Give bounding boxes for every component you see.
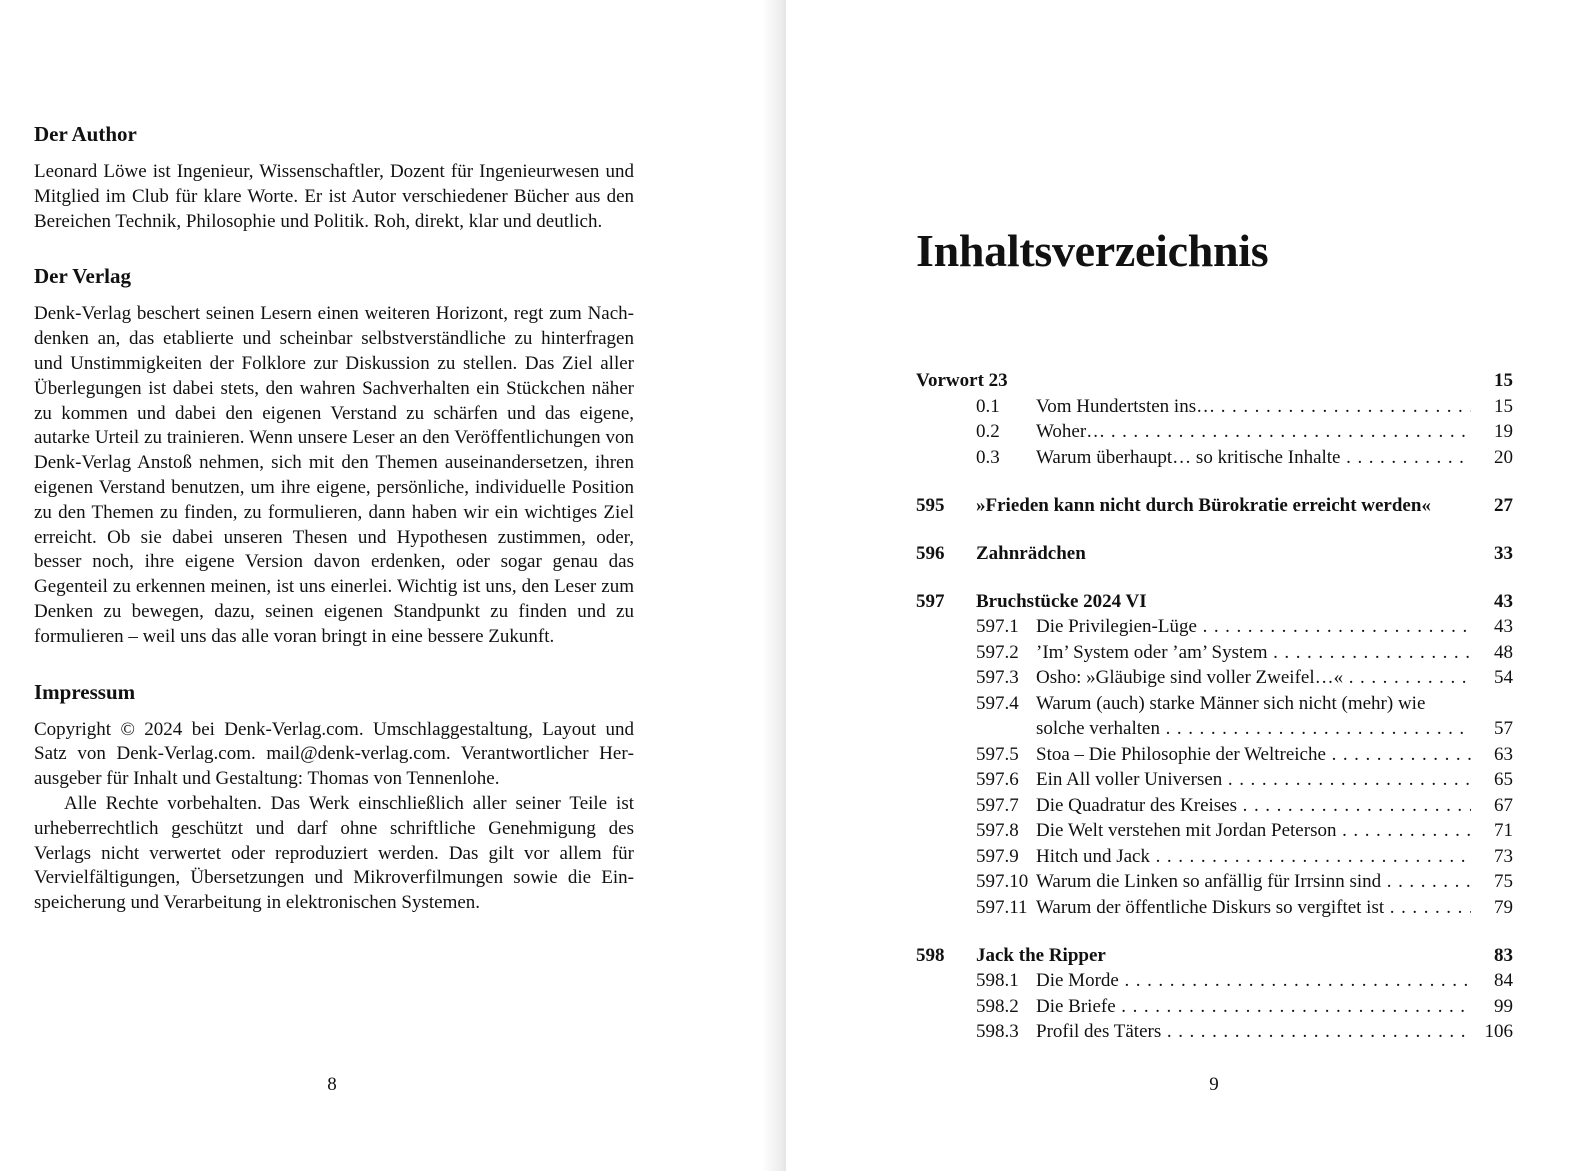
toc-chapter-598[interactable] <box>916 943 1513 969</box>
toc-subsection-597-6[interactable] <box>916 767 1513 793</box>
toc-subsection-title: Warum der öffentliche Diskurs so vergiftet ist . . . <box>1036 895 1471 921</box>
publisher-section <box>34 262 634 649</box>
toc-chapter-number: 598 <box>916 944 945 966</box>
imprint-section <box>34 678 634 916</box>
toc-subsection-title: Die Morde . . . <box>1036 968 1471 994</box>
toc-subsection-597-8[interactable] <box>916 818 1513 844</box>
toc-subsection-page: 67 <box>1494 794 1513 816</box>
toc-subsection-number: 597.8 <box>976 820 1019 841</box>
toc-subsection-0-1[interactable] <box>916 394 1513 420</box>
toc-subsection-597-10[interactable] <box>916 869 1513 895</box>
toc-subsection-title: Die Briefe . . . <box>1036 994 1471 1020</box>
toc-subsection-page: 48 <box>1494 641 1513 663</box>
toc-chapter-595[interactable] <box>916 493 1513 519</box>
toc-subsection-number: 597.6 <box>976 769 1019 790</box>
toc-chapter-597[interactable] <box>916 589 1513 615</box>
author-section <box>34 120 634 234</box>
toc-subsection-title: Profil des Täters . . . <box>1036 1019 1471 1045</box>
imprint-rights-text: Alle Rechte vorbehalten. Das Werk einschließlich aller seiner Teile ist urheberrechtlich geschützt und darf ohne schriftliche Genehmigung des Verlags nicht verwertet oder reproduziert werden. Das gilt vor allem für Vervielfältigungen, Übersetzungen und Mikroverfilmungen sowie die Einspeicherung und Verarbeitung in elektronischen Systemen. <box>34 792 634 914</box>
toc-subsection-title: Warum (auch) starke Männer sich nicht (mehr) wie <box>1036 692 1426 714</box>
publisher-text: Denk-Verlag beschert seinen Lesern einen weiteren Horizont, regt zum Nachdenken an, das etablierte und scheinbar selbstverständliche zu hinterfragen und Unstimmigkeiten der Folklore zur Diskussion zu stellen. Das Ziel aller Überlegungen ist dabei stets, den wahren Sachverhalten ein Stückchen näher zu kommen und dabei den eigenen Verstand zu schärfen und das eigene, autarke Urteil zu trainieren. Wenn unsere Leser an den Veröffentlichungen von Denk-Verlag Anstoß nehmen, sich mit den Themen auseinandersetzen, ihren eigenen Verstand benutzen, um ihre eigene, persönliche, individuelle Position zu den Themen zu finden, zu formulieren, dann haben wir ein wichtiges Ziel erreicht. Ob sie dabei unseren Thesen und Hypothesen zustimmen, oder, besser noch, ihre eigene Version davon erdenken, oder sogar genau das Gegenteil zu erkennen meinen, ist uns einerlei. Wichtig ist uns, den Leser zum Denken zu bewegen, dazu, seinen eigenen Standpunkt zu finden und zu formulieren – weil uns das alle voran bringt in eine bessere Zukunft. <box>34 303 634 647</box>
toc-subsection-number: 597.9 <box>976 845 1019 867</box>
toc-subsection-number: 597.5 <box>976 743 1019 765</box>
toc-subsection-title: Vom Hundertsten ins… . . . <box>1036 394 1471 420</box>
toc-subsection-597-2[interactable] <box>916 640 1513 666</box>
book-gutter <box>762 0 788 1171</box>
toc-subsection-number: 597.2 <box>976 641 1019 663</box>
imprint-copyright-text: Copyright © 2024 bei Denk-Verlag.com. Umschlaggestaltung, Layout und Satz von Denk-Verlag.com. mail@denk-verlag.com. Verantwortlicher Herausgeber für Inhalt und Gestaltung: Thomas von Tennenlohe. <box>34 718 634 790</box>
toc-subsection-page: 99 <box>1494 995 1513 1017</box>
toc-title: Inhaltsverzeichnis <box>916 225 1269 276</box>
toc-subsection-number: 598.3 <box>976 1021 1019 1042</box>
toc-subsection-number: 0.2 <box>976 421 1000 442</box>
toc-chapter-page: 83 <box>1494 944 1513 966</box>
toc-chapter-number: 596 <box>916 542 945 564</box>
left-page-content <box>34 120 634 944</box>
toc-subsection-number: 598.2 <box>976 995 1019 1017</box>
toc-chapter-title: Vorwort 23 <box>916 370 1008 391</box>
toc-subsection-page: 19 <box>1494 421 1513 442</box>
toc-subsection-page: 75 <box>1494 871 1513 892</box>
toc-subsection-title: Stoa – Die Philosophie der Weltreiche . . . <box>1036 742 1471 768</box>
toc-subsection-title: Die Privilegien-Lüge . . . <box>1036 614 1471 640</box>
toc-subsection-title: Ein All voller Universen . . . <box>1036 767 1471 793</box>
right-page <box>786 0 1569 1171</box>
toc-chapter-page: 43 <box>1494 590 1513 612</box>
toc-subsection-page: 73 <box>1494 845 1513 867</box>
toc-subsection-page: 20 <box>1494 446 1513 468</box>
toc-subsection-page: 71 <box>1494 820 1513 841</box>
toc-597-subsections-a <box>916 614 1513 691</box>
toc-subsection-title: ’Im’ System oder ’am’ System . . . <box>1036 640 1471 666</box>
toc-subsection-page: 54 <box>1494 667 1513 688</box>
toc-597-subsections-b <box>916 742 1513 921</box>
toc-subsection-page: 63 <box>1494 743 1513 765</box>
toc-chapter-title: Jack the Ripper <box>976 944 1106 966</box>
toc-subsection-number: 597.1 <box>976 616 1019 637</box>
toc-subsection-title: Warum die Linken so anfällig für Irrsinn sind . . . <box>1036 869 1471 895</box>
toc-subsection-number: 597.4 <box>976 692 1019 714</box>
toc-subsection-page: 43 <box>1494 616 1513 637</box>
toc-chapter-title: Bruchstücke 2024 VI <box>976 590 1147 612</box>
toc-subsection-title: Die Welt verstehen mit Jordan Peterson . . . <box>1036 818 1471 844</box>
toc-chapter-title: »Frieden kann nicht durch Bürokratie erreicht werden« <box>976 494 1431 516</box>
toc-subsection-number: 597.11 <box>976 896 1028 918</box>
toc-subsection-597-11[interactable] <box>916 895 1513 921</box>
table-of-contents <box>916 368 1513 1045</box>
toc-chapter-page: 15 <box>1494 370 1513 391</box>
toc-subsection-title: Warum überhaupt… so kritische Inhalte . . . <box>1036 445 1471 471</box>
toc-subsection-page: 79 <box>1494 896 1513 918</box>
toc-subsection-page: 57 <box>1494 718 1513 739</box>
toc-subsection-number: 597.10 <box>976 871 1029 892</box>
toc-vorwort-subsections <box>916 394 1513 471</box>
toc-chapter-596[interactable] <box>916 541 1513 567</box>
author-text: Leonard Löwe ist Ingenieur, Wissenschaftler, Dozent für Ingenieurwesen und Mitglied im Club für klare Worte. Er ist Autor verschiedener Bücher aus den Bereichen Technik, Philosophie und Politik. Roh, direkt, klar und deutlich. <box>34 161 634 232</box>
toc-subsection-598-1[interactable] <box>916 968 1513 994</box>
toc-subsection-number: 597.3 <box>976 667 1019 688</box>
toc-chapter-number: 597 <box>916 590 945 612</box>
toc-chapter-page: 33 <box>1494 542 1513 564</box>
page-number-right: 9 <box>1209 1074 1219 1095</box>
author-heading: Der Author <box>34 122 137 146</box>
toc-subsection-title: Woher… . . . <box>1036 419 1471 445</box>
toc-subsection-597-3[interactable] <box>916 665 1513 691</box>
toc-subsection-page: 84 <box>1494 970 1513 991</box>
toc-subsection-597-4[interactable] <box>916 691 1513 717</box>
left-page <box>0 0 782 1171</box>
toc-subsection-title: Hitch und Jack . . . <box>1036 844 1471 870</box>
publisher-heading: Der Verlag <box>34 264 132 289</box>
toc-subsection-page: 15 <box>1494 395 1513 417</box>
toc-chapter-page: 27 <box>1494 494 1513 516</box>
toc-subsection-title: solche verhalten . . . <box>1036 716 1471 742</box>
toc-subsection-title: Osho: »Gläubige sind voller Zweifel…« . . . <box>1036 665 1471 691</box>
toc-subsection-597-4-cont[interactable] <box>916 716 1513 742</box>
toc-subsection-0-2[interactable] <box>916 419 1513 445</box>
toc-subsection-number: 0.3 <box>976 446 1000 468</box>
toc-chapter-title: Zahnrädchen <box>976 542 1086 564</box>
imprint-heading: Impressum <box>34 679 136 704</box>
toc-subsection-597-1[interactable] <box>916 614 1513 640</box>
toc-chapter-vorwort[interactable] <box>916 368 1513 394</box>
page-number-left: 8 <box>327 1074 337 1095</box>
toc-598-subsections <box>916 968 1513 1045</box>
toc-subsection-0-3[interactable] <box>916 445 1513 471</box>
toc-subsection-page: 65 <box>1494 769 1513 790</box>
toc-subsection-597-7[interactable] <box>916 793 1513 819</box>
toc-subsection-title: Die Quadratur des Kreises . . . <box>1036 793 1471 819</box>
toc-subsection-597-9[interactable] <box>916 844 1513 870</box>
toc-subsection-597-5[interactable] <box>916 742 1513 768</box>
toc-chapter-number: 595 <box>916 494 945 516</box>
toc-subsection-number: 597.7 <box>976 794 1019 816</box>
toc-subsection-598-3[interactable] <box>916 1019 1513 1045</box>
toc-subsection-number: 0.1 <box>976 395 1000 417</box>
toc-subsection-598-2[interactable] <box>916 994 1513 1020</box>
toc-subsection-number: 598.1 <box>976 970 1019 991</box>
toc-subsection-page: 106 <box>1484 1021 1513 1042</box>
